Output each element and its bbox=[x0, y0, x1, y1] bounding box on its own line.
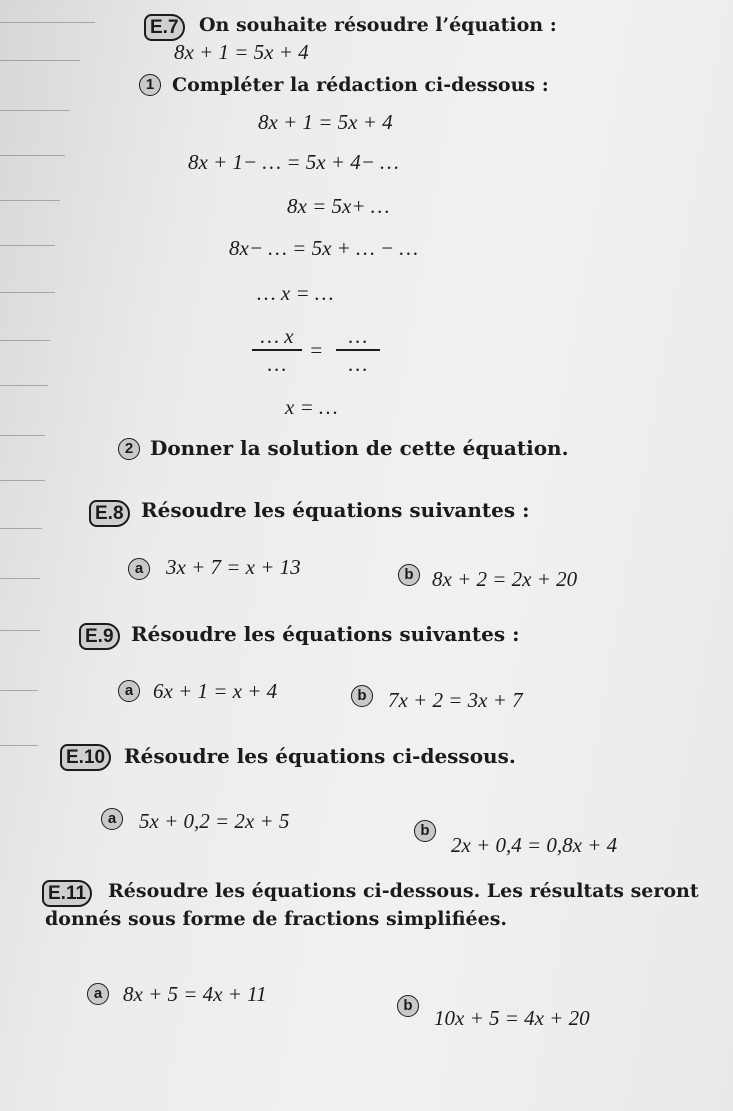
item-letter-b: b bbox=[414, 820, 436, 842]
e7-equation: 8x + 1 = 5x + 4 bbox=[174, 40, 309, 64]
e10-equation-a: 5x + 0,2 = 2x + 5 bbox=[139, 809, 290, 833]
item-letter-b: b bbox=[398, 564, 420, 586]
e8-text: Résoudre les équations suivantes : bbox=[141, 498, 530, 522]
fraction-denominator: … bbox=[348, 351, 368, 376]
e8-equation-a: 3x + 7 = x + 13 bbox=[166, 555, 301, 579]
e7-final-step: x = … bbox=[285, 395, 338, 419]
e7-intro: On souhaite résoudre l’équation : bbox=[199, 14, 557, 36]
edge-line bbox=[0, 528, 42, 529]
edge-line bbox=[0, 110, 70, 111]
edge-line bbox=[0, 745, 38, 746]
item-letter-b: b bbox=[351, 685, 373, 707]
e7-q1-text: Compléter la rédaction ci-dessous : bbox=[172, 74, 549, 96]
e11-text-line2: donnés sous forme de fractions simplifiées. bbox=[45, 908, 508, 930]
e7-step-1: 8x + 1 = 5x + 4 bbox=[258, 110, 393, 134]
e7-fraction-equals: = bbox=[309, 338, 324, 362]
edge-line bbox=[0, 578, 40, 579]
item-letter-a: a bbox=[128, 558, 150, 580]
edge-line bbox=[0, 690, 38, 691]
exercise-label-e7: E.7 bbox=[144, 14, 185, 41]
fraction-numerator: … bbox=[348, 324, 368, 348]
item-letter-a: a bbox=[101, 808, 123, 830]
fraction-denominator: … bbox=[267, 351, 287, 376]
edge-line bbox=[0, 435, 45, 436]
item-letter-a: a bbox=[87, 983, 109, 1005]
e7-fraction-left bbox=[252, 325, 302, 375]
edge-line bbox=[0, 385, 48, 386]
edge-line bbox=[0, 200, 60, 201]
e7-step-3: 8x = 5x+ … bbox=[287, 194, 390, 218]
exercise-label-e10: E.10 bbox=[60, 744, 111, 771]
question-number-1: 1 bbox=[139, 74, 161, 96]
exercise-label-e11: E.11 bbox=[42, 880, 92, 907]
edge-line bbox=[0, 60, 80, 61]
fraction-bar bbox=[336, 349, 380, 351]
e9-text: Résoudre les équations suivantes : bbox=[131, 622, 520, 646]
question-number-2: 2 bbox=[118, 438, 140, 460]
edge-line bbox=[0, 292, 55, 293]
e11-text-line1: Résoudre les équations ci-dessous. Les résultats seront bbox=[108, 880, 699, 902]
item-letter-a: a bbox=[118, 680, 140, 702]
e9-equation-b: 7x + 2 = 3x + 7 bbox=[388, 688, 523, 712]
e10-equation-b: 2x + 0,4 = 0,8x + 4 bbox=[451, 833, 618, 857]
edge-line bbox=[0, 630, 40, 631]
fraction-numerator: … x bbox=[260, 324, 294, 348]
edge-line bbox=[0, 245, 55, 246]
e11-equation-b: 10x + 5 = 4x + 20 bbox=[434, 1006, 590, 1030]
edge-line bbox=[0, 480, 45, 481]
edge-line bbox=[0, 340, 50, 341]
fraction-bar bbox=[252, 349, 302, 351]
e7-step-2: 8x + 1− … = 5x + 4− … bbox=[188, 150, 399, 174]
e7-q2-text: Donner la solution de cette équation. bbox=[150, 436, 569, 460]
edge-line bbox=[0, 155, 65, 156]
e7-step-5: … x = … bbox=[257, 281, 334, 305]
e7-fraction-right bbox=[336, 325, 380, 375]
e10-text: Résoudre les équations ci-dessous. bbox=[124, 744, 516, 768]
item-letter-b: b bbox=[397, 995, 419, 1017]
e8-equation-b: 8x + 2 = 2x + 20 bbox=[432, 567, 578, 591]
edge-line bbox=[0, 22, 95, 23]
e11-equation-a: 8x + 5 = 4x + 11 bbox=[123, 982, 267, 1006]
exercise-label-e9: E.9 bbox=[79, 623, 120, 650]
e9-equation-a: 6x + 1 = x + 4 bbox=[153, 679, 278, 703]
exercise-label-e8: E.8 bbox=[89, 500, 130, 527]
e7-step-4: 8x− … = 5x + … − … bbox=[229, 236, 419, 260]
